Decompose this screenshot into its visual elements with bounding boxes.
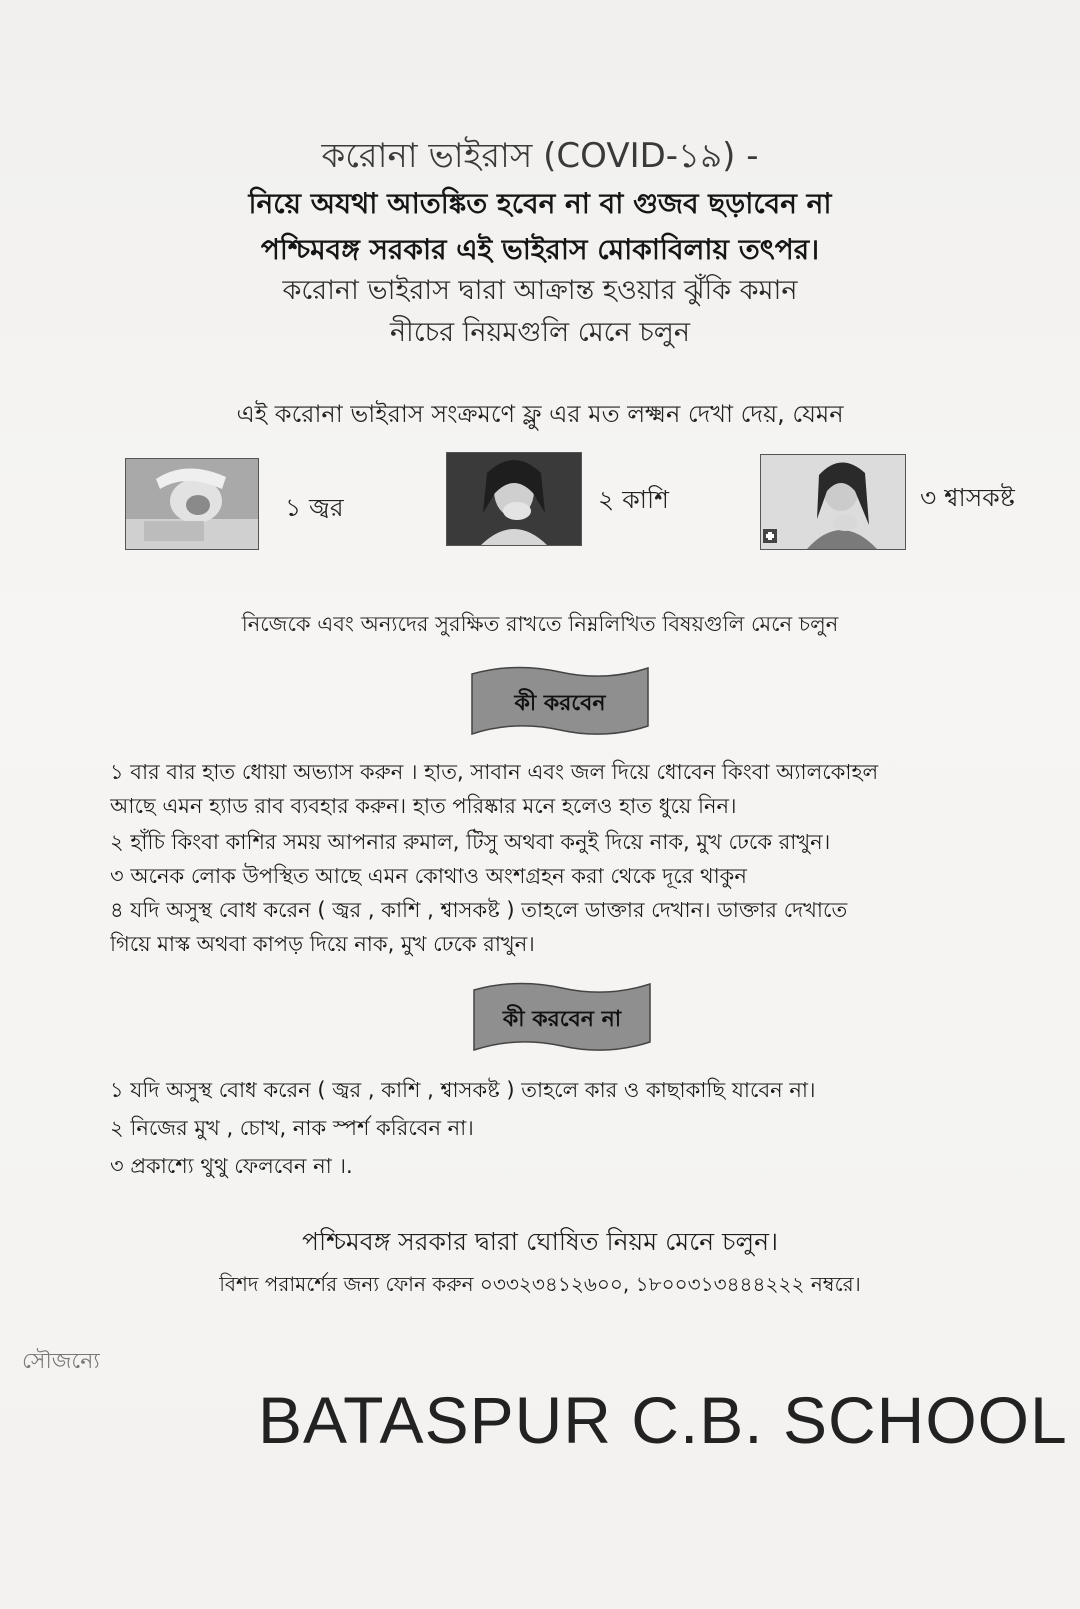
donts-line: ১ যদি অসুস্থ বোধ করেন ( জ্বর , কাশি , শ্বাসকষ্ট ) তাহলে কার ও কাছাকাছি যাবেন না। xyxy=(110,1078,816,1102)
risk-line: করোনা ভাইরাস দ্বারা আক্রান্ত হওয়ার ঝুঁকি কমান xyxy=(282,275,798,306)
symptom-label-breathing: ৩ শ্বাসকষ্ট xyxy=(920,483,1015,512)
donts-banner xyxy=(472,980,652,1056)
dos-line: ৩ অনেক লোক উপস্থিত আছে এমন কোথাও অংশগ্রহন করা থেকে দূরে থাকুন xyxy=(110,864,747,888)
symptom-label-fever: ১ জ্বর xyxy=(285,493,344,522)
notice-title: করোনা ভাইরাস (COVID-১৯) - xyxy=(321,136,759,176)
govt-rules-line: পশ্চিমবঙ্গ সরকার দ্বারা ঘোষিত নিয়ম মেনে চলুন। xyxy=(301,1227,779,1256)
dos-line: আছে এমন হ্যাড রাব ব্যবহার করুন। হাত পরিষ্কার মনে হলেও হাত ধুয়ে নিন। xyxy=(110,794,737,818)
fever-person-image xyxy=(125,458,259,550)
rules-line: নীচের নিয়মগুলি মেনে চলুন xyxy=(389,317,691,348)
donts-line: ২ নিজের মুখ , চোখ, নাক স্পর্শ করিবেন না। xyxy=(110,1116,474,1140)
helpline-text: বিশদ পরামর্শের জন্য ফোন করুন ০৩৩২৩৪১২৬০০, ১৮০০৩১৩৪৪৪২২২ নম্বরে। xyxy=(219,1272,861,1296)
safety-intro: নিজেকে এবং অন্যদের সুরক্ষিত রাখতে নিম্নলিখিত বিষয়গুলি মেনে চলুন xyxy=(241,612,839,636)
dos-line: ৪ যদি অসুস্থ বোধ করেন ( জ্বর , কাশি , শ্বাসকষ্ট ) তাহলে ডাক্তার দেখান। ডাক্তার দেখাতে xyxy=(110,898,848,922)
breathing-difficulty-image xyxy=(760,454,906,550)
donts-line: ৩ প্রকাশ্যে থুথু ফেলবেন না ।. xyxy=(110,1154,353,1178)
dos-banner xyxy=(470,664,650,740)
donts-heading: কী করবেন না xyxy=(502,1007,622,1032)
courtesy-label: সৌজন্যে xyxy=(22,1349,100,1374)
dos-heading: কী করবেন xyxy=(514,691,606,716)
symptom-intro: এই করোনা ভাইরাস সংক্রমণে ফ্লু এর মত লক্ষ্মন দেখা দেয়, যেমন xyxy=(236,400,844,428)
warning-line: নিয়ে অযথা আতঙ্কিত হবেন না বা গুজব ছড়াবেন না xyxy=(248,187,832,220)
cough-person-image xyxy=(446,452,582,546)
dos-line: গিয়ে মাস্ক অথবা কাপড় দিয়ে নাক, মুখ ঢেকে রাখুন। xyxy=(110,932,535,956)
symptom-label-cough: ২ কাশি xyxy=(598,485,669,514)
govt-action-line: পশ্চিমবঙ্গ সরকার এই ভাইরাস মোকাবিলায় তৎপর। xyxy=(260,233,820,266)
dos-line: ২ হাঁচি কিংবা কাশির সময় আপনার রুমাল, টিসু অথবা কনুই দিয়ে নাক, মুখ ঢেকে রাখুন। xyxy=(110,830,831,854)
dos-line: ১ বার বার হাত ধোয়া অভ্যাস করুন । হাত, সাবান এবং জল দিয়ে ধোবেন কিংবা অ্যালকোহল xyxy=(110,760,879,784)
school-name: BATASPUR C.B. SCHOOL xyxy=(258,1383,1068,1457)
